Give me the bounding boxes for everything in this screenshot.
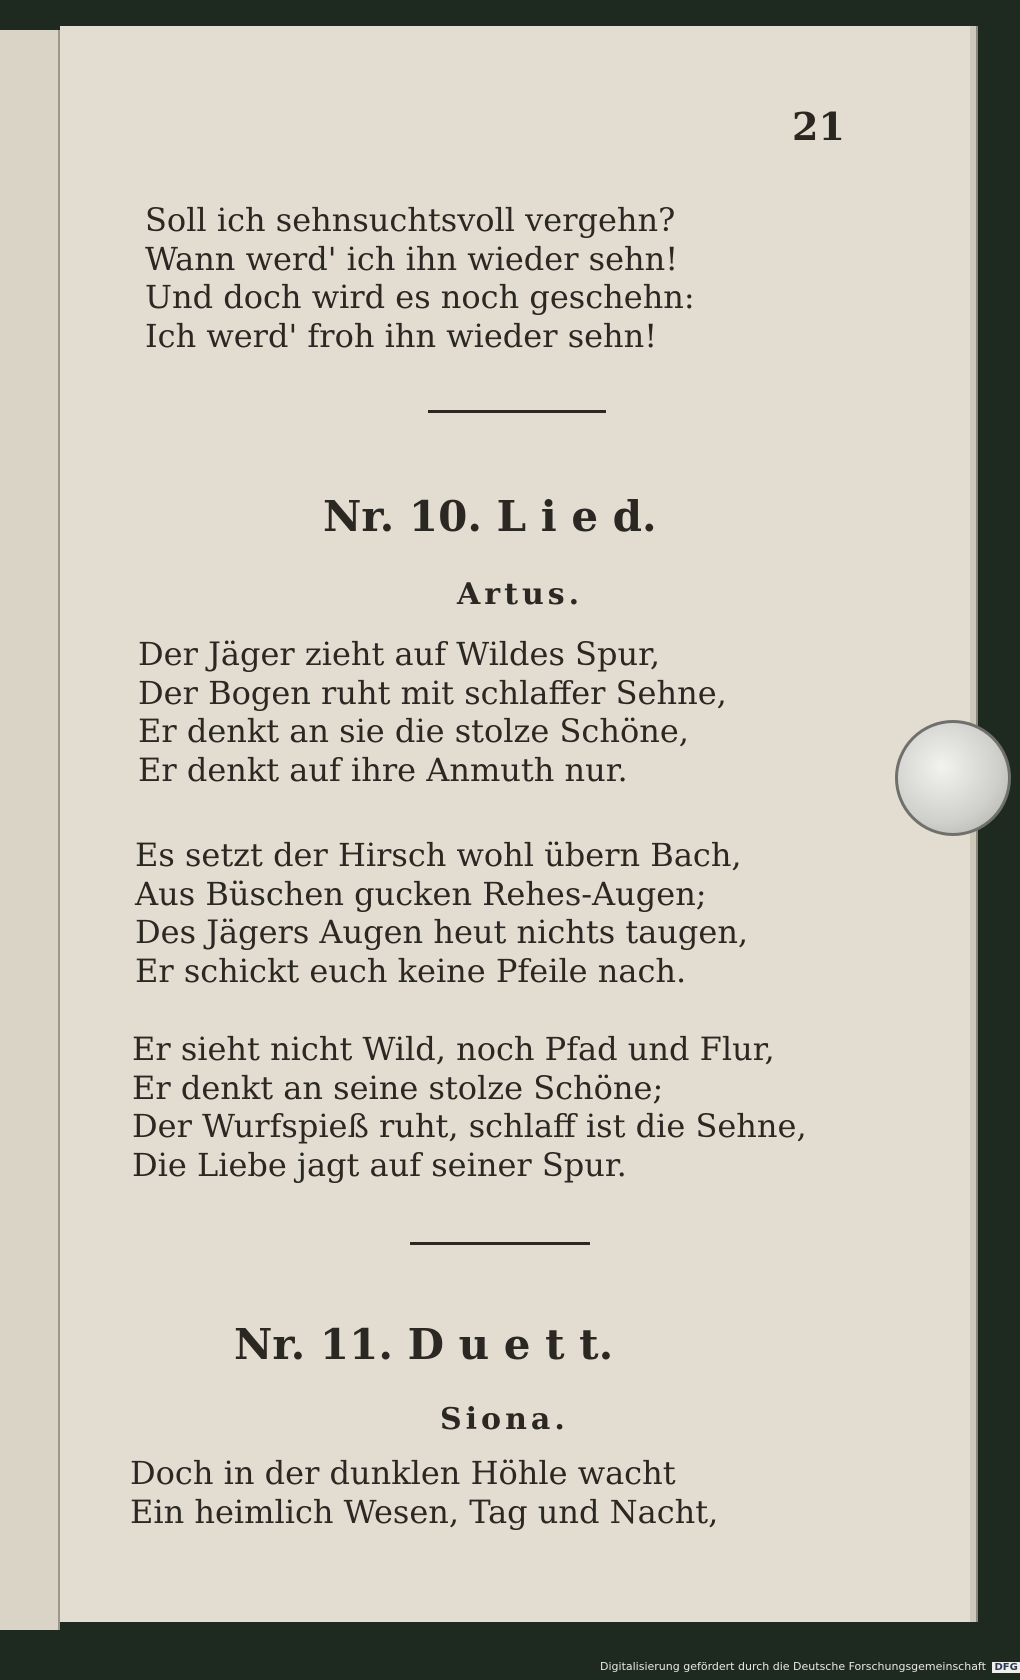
verse-line: Es setzt der Hirsch wohl übern Bach, xyxy=(135,836,742,874)
verse-line: Der Bogen ruht mit schlaffer Sehne, xyxy=(138,673,727,712)
verse-line: Der Jäger zieht auf Wildes Spur, xyxy=(138,635,661,673)
stanza-11-1 xyxy=(130,1454,718,1531)
page-number: 21 xyxy=(792,104,845,149)
stanza-10-2 xyxy=(135,836,748,990)
verse-line: Wann werd' ich ihn wieder sehn! xyxy=(145,239,679,278)
verse-line: Er sieht nicht Wild, noch Pfad und Flur, xyxy=(132,1030,775,1068)
verse-line: Aus Büschen gucken Rehes-Augen; xyxy=(135,874,707,913)
stanza-1 xyxy=(145,201,695,355)
verse-line: Ein heimlich Wesen, Tag und Nacht, xyxy=(130,1492,719,1531)
verse-line: Des Jägers Augen heut nichts taugen, xyxy=(135,913,749,951)
stanza-10-3 xyxy=(132,1030,807,1184)
section-10-speaker: Artus. xyxy=(457,577,584,612)
previous-page-edge xyxy=(0,30,60,1630)
digitization-credit xyxy=(600,1660,1018,1676)
section-11-heading: Nr. 11. D u e t t. xyxy=(234,1320,614,1369)
section-divider xyxy=(410,1242,590,1245)
dfg-logo: DFG xyxy=(994,1662,1018,1673)
section-10-heading: Nr. 10. L i e d. xyxy=(323,492,657,541)
credit-text: Digitalisierung gefördert durch die Deutsche Forschungsgemeinschaft xyxy=(600,1660,986,1673)
verse-line: Er denkt an sie die stolze Schöne, xyxy=(138,712,689,750)
verse-line: Die Liebe jagt auf seiner Spur. xyxy=(132,1145,627,1184)
section-divider xyxy=(428,410,606,413)
section-11-speaker: Siona. xyxy=(440,1402,569,1437)
verse-line: Er denkt auf ihre Anmuth nur. xyxy=(138,750,628,789)
paper-clip-magnifier xyxy=(895,720,1011,836)
stanza-10-1 xyxy=(138,635,727,789)
verse-line: Soll ich sehnsuchtsvoll vergehn? xyxy=(145,201,676,239)
verse-line: Ich werd' froh ihn wieder sehn! xyxy=(145,316,658,355)
verse-line: Er schickt euch keine Pfeile nach. xyxy=(135,951,687,990)
verse-line: Und doch wird es noch geschehn: xyxy=(145,278,695,316)
verse-line: Doch in der dunklen Höhle wacht xyxy=(130,1454,676,1492)
verse-line: Er denkt an seine stolze Schöne; xyxy=(132,1068,664,1107)
verse-line: Der Wurfspieß ruht, schlaff ist die Sehne, xyxy=(132,1107,807,1145)
